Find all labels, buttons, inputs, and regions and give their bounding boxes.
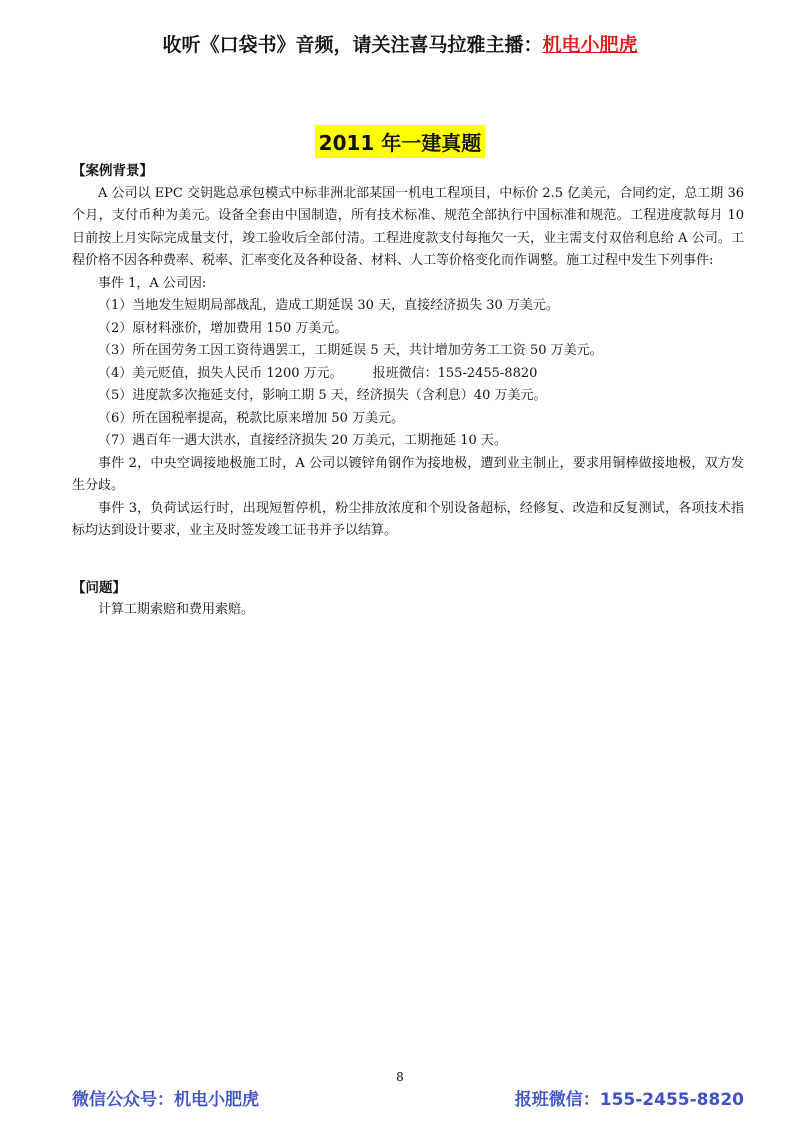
footer-wechat-account: 微信公众号：机电小肥虎 — [72, 1090, 259, 1110]
event-item-3: （3）所在国劳务工因工资待遇罢工，工期延误 5 天，共计增加劳务工工资 50 万美元。 — [98, 343, 603, 358]
title-wrap — [0, 125, 800, 158]
event-item-4-text: （4）美元贬值，损失人民币 1200 万元。 — [98, 365, 343, 381]
header-prefix: 收听《口袋书》音频，请关注喜马拉雅主播： — [162, 34, 543, 56]
event1-intro: 事件 1，A 公司因: — [98, 275, 207, 291]
page-footer — [72, 1085, 744, 1113]
event3-paragraph: 事件 3，负荷试运行时，出现短暂停机，粉尘排放浓度和个别设备超标，经修复、改造和反复测试，各项技术指标均达到设计要求，业主及时签发竣工证书并予以结算。 — [72, 500, 744, 538]
document-title: 2011 年一建真题 — [315, 125, 486, 158]
question-heading: 【问题】 — [72, 579, 126, 596]
event-item-6: （6）所在国税率提高，税款比原来增加 50 万美元。 — [98, 410, 405, 426]
event-item-7: （7）遇百年一遇大洪水，直接经济损失 20 万美元，工期拖延 10 天。 — [98, 433, 507, 448]
spacer — [72, 543, 744, 577]
contact-wechat: 报班微信：155-2455-8820 — [372, 365, 538, 381]
background-heading: 【案例背景】 — [72, 163, 153, 179]
footer-signup-wechat: 报班微信：155-2455-8820 — [514, 1090, 744, 1110]
question-text: 计算工期索赔和费用索赔。 — [98, 602, 255, 617]
background-paragraph: A 公司以 EPC 交钥匙总承包模式中标非洲北部某国一机电工程项目，中标价 2.5 亿美元，合同约定，总工期 36 个月，支付币种为美元。设备全套由中国制造，所有技术标准、规范全部执行中国标准和规范。工程进度款每月 10 日前按上月实际完成量支付，竣工验收后全部付清。工程进度款支付每拖欠一天，业主需支付双倍利息给 A 公司。工程价格不因各种费率、税率、汇率变化及各种设备、材料、人工等价格变化而作调整。施工过程中发生下列事件: — [72, 185, 744, 268]
page-number: 8 — [396, 1070, 404, 1084]
event2-paragraph: 事件 2，中央空调接地极施工时，A 公司以镀锌角钢作为接地极，遭到业主制止，要求用铜棒做接地极，双方发生分歧。 — [72, 455, 744, 493]
event-item-1: （1）当地发生短期局部战乱，造成工期延误 30 天，直接经济损失 30 万美元。 — [98, 298, 559, 313]
document-body — [72, 160, 744, 622]
event-item-5: （5）进度款多次拖延支付，影响工期 5 天，经济损失（含利息）40 万美元。 — [98, 388, 547, 403]
page-header — [0, 30, 800, 57]
event-item-2: （2）原材料涨价，增加费用 150 万美元。 — [98, 320, 348, 336]
event-item-4 — [72, 363, 744, 386]
header-brand-link[interactable]: 机电小肥虎 — [542, 34, 638, 56]
